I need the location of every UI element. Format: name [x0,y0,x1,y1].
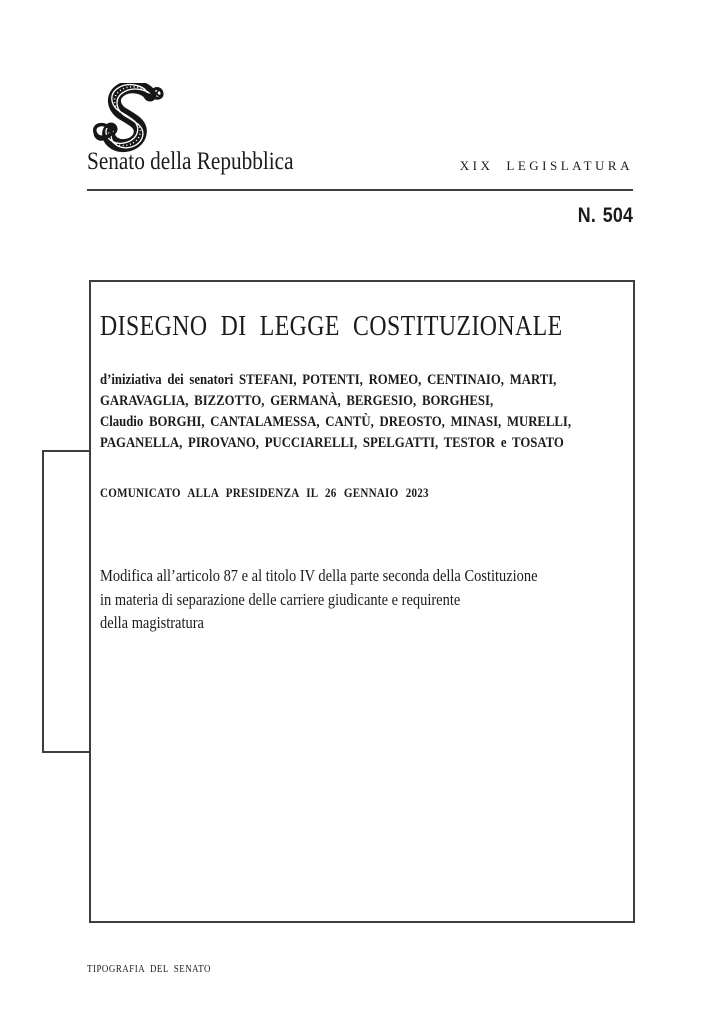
legislature-label [460,158,633,174]
bill-subject-line: in materia di separazione delle carriere giudicante e requirente [100,589,461,609]
printer-note: TIPOGRAFIA DEL SENATO [87,964,211,975]
act-number-value: 504 [602,204,633,227]
communication-line: COMUNICATO ALLA PRESIDENZA IL 26 GENNAIO 2023 [100,485,429,500]
senato-logo [90,83,166,154]
bill-subject-line: della magistratura [100,613,204,632]
institution-name: Senato della Repubblica [87,148,294,175]
header-divider [87,189,633,191]
legislature-roman-numeral: XIX [459,158,494,173]
initiative-line: GARAVAGLIA, BIZZOTTO, GERMANÀ, BERGESIO, BORGHESI, [100,393,494,409]
initiative-line: Claudio BORGHI, CANTALAMESSA, CANTÙ, DREOSTO, MINASI, MURELLI, [100,414,572,430]
bill-subject [100,564,538,635]
senato-ornate-s-icon [90,83,166,154]
doc-type-title: DISEGNO DI LEGGE COSTITUZIONALE [100,311,563,342]
initiative-paragraph [100,370,571,454]
initiative-line: d’iniziativa dei senatori STEFANI, POTENTI, ROMEO, CENTINAIO, MARTI, [100,372,557,388]
initiative-line: PAGANELLA, PIROVANO, PUCCIARELLI, SPELGATTI, TESTOR e TOSATO [100,435,564,451]
bill-subject-line: Modifica all’articolo 87 e al titolo IV della parte seconda della Costituzione [100,566,538,585]
act-number-prefix: N. [577,204,596,227]
act-number [578,204,633,227]
title-page-frame [89,280,635,923]
legislature-word: LEGISLATURA [506,158,633,173]
spine-box [42,450,91,753]
